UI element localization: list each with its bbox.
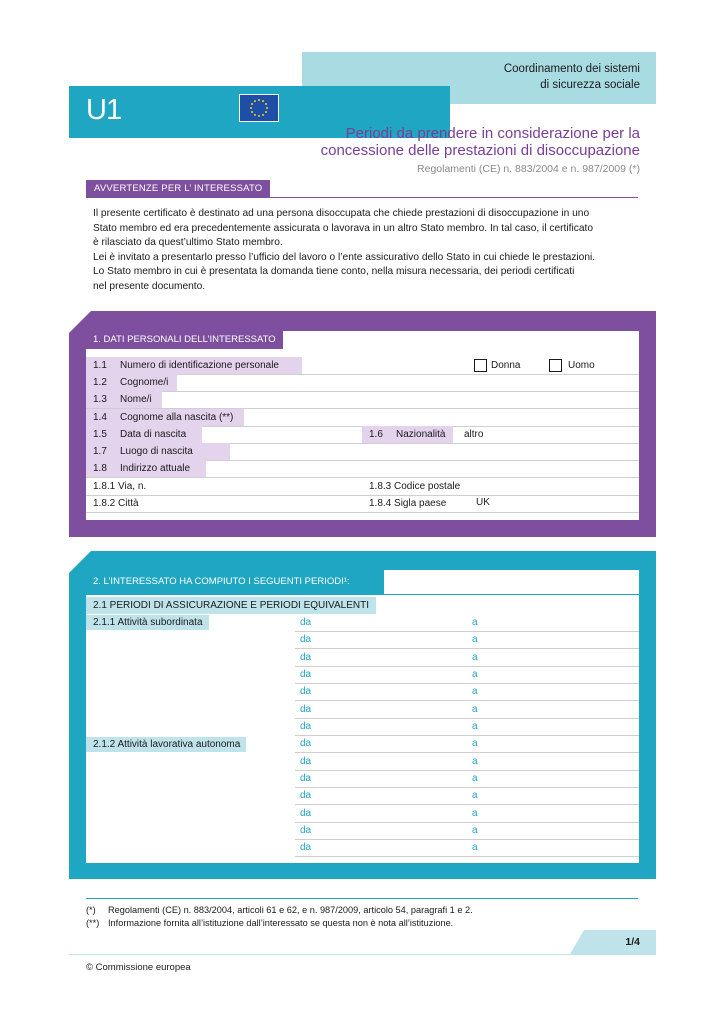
field-surname[interactable] xyxy=(86,374,639,392)
coordination-line-1: Coordinamento dei sistemi xyxy=(503,63,640,75)
field-label-text: Luogo di nascita xyxy=(120,446,193,457)
from-label: da xyxy=(300,825,312,836)
to-label: a xyxy=(472,617,478,628)
section2-divider xyxy=(86,594,639,595)
from-label: da xyxy=(300,617,312,628)
from-label: da xyxy=(300,634,312,645)
field-label-text: Nazionalità xyxy=(396,429,446,440)
period-row[interactable] xyxy=(295,754,639,771)
field-label-text: Nome/i xyxy=(120,394,152,405)
field-label-text: Cognome alla nascita (**) xyxy=(120,412,234,423)
employed-activity-label: 2.1.1 Attività subordinata xyxy=(86,615,209,630)
field-number: 1.7 xyxy=(93,446,107,457)
male-label: Uomo xyxy=(568,360,595,371)
warning-divider xyxy=(86,197,638,198)
to-label: a xyxy=(472,756,478,767)
footnote xyxy=(86,904,473,917)
period-row[interactable] xyxy=(295,806,639,823)
field-number: 1.1 xyxy=(93,360,107,371)
period-row[interactable] xyxy=(295,702,639,719)
street-label: 1.8.1 Via, n. xyxy=(93,481,147,492)
footnote-text: Informazione fornita all’istituzione dall’interessato se questa non è nota all’istituzione. xyxy=(108,918,454,928)
section2-subheading: 2.1 PERIODI DI ASSICURAZIONE E PERIODI EQUIVALENTI xyxy=(86,597,376,614)
footnote-mark: (**) xyxy=(86,918,100,928)
coordination-line-2: di sicurezza sociale xyxy=(540,79,640,91)
field-birth-date[interactable] xyxy=(86,426,639,444)
period-row[interactable] xyxy=(295,615,639,632)
coordination-label xyxy=(504,61,640,93)
period-row[interactable] xyxy=(295,684,639,701)
field-personal-id[interactable] xyxy=(86,357,639,375)
period-row[interactable] xyxy=(295,788,639,805)
copyright: © Commissione europea xyxy=(86,962,191,973)
field-label xyxy=(86,391,162,408)
warning-line: Il presente certificato è destinato ad una persona disoccupata che chiede prestazioni di disoccupazione in uno xyxy=(93,208,590,219)
self-employed-activity-label: 2.1.2 Attività lavorativa autonoma xyxy=(86,737,246,752)
female-label: Donna xyxy=(491,360,521,371)
footnotes xyxy=(86,904,473,930)
warning-line: nel presente documento. xyxy=(93,280,206,292)
footnote-mark: (*) xyxy=(86,905,96,915)
to-label: a xyxy=(472,790,478,801)
page-number: 1/4 xyxy=(625,936,640,948)
field-label-text: Numero di identificazione personale xyxy=(120,360,279,371)
period-row[interactable] xyxy=(295,667,639,684)
period-row[interactable] xyxy=(295,736,639,753)
warning-line: è rilasciato da quest’ultimo Stato membro. xyxy=(93,237,283,249)
warning-line: Stato membro ed era precedentemente assicurata o lavorava in un altro Stato membro. In tal caso, il certificato xyxy=(93,222,594,234)
from-label: da xyxy=(300,790,312,801)
period-row[interactable] xyxy=(295,719,639,736)
field-number: 1.3 xyxy=(93,394,107,405)
field-label xyxy=(86,409,244,426)
copyright-divider xyxy=(69,954,656,955)
field-number: 1.6 xyxy=(369,429,383,440)
to-label: a xyxy=(472,842,478,853)
period-row[interactable] xyxy=(295,650,639,667)
male-checkbox[interactable] xyxy=(549,359,562,372)
title-line-1: Periodi da prendere in considerazione per la xyxy=(345,125,640,142)
country-code-label: 1.8.4 Sigla paese xyxy=(369,498,447,509)
to-label: a xyxy=(472,738,478,749)
eu-flag-icon xyxy=(239,94,279,122)
form-code: U1 xyxy=(86,94,122,126)
country-code-value: UK xyxy=(476,497,490,508)
field-label xyxy=(86,426,202,443)
section1-corner xyxy=(69,311,91,333)
page-number-corner xyxy=(570,930,584,954)
field-number: 1.8 xyxy=(93,463,107,474)
field-label xyxy=(86,443,230,460)
to-label: a xyxy=(472,704,478,715)
nationality-label xyxy=(362,426,453,443)
field-number: 1.2 xyxy=(93,377,107,388)
field-label-text: Cognome/i xyxy=(120,377,169,388)
from-label: da xyxy=(300,756,312,767)
field-city[interactable] xyxy=(86,495,639,513)
field-label-text: Data di nascita xyxy=(120,429,187,440)
to-label: a xyxy=(472,825,478,836)
from-label: da xyxy=(300,721,312,732)
postal-code-label: 1.8.3 Codice postale xyxy=(369,481,461,492)
warning-heading: AVVERTENZE PER L’ INTERESSATO xyxy=(86,180,270,197)
footnote-text: Regolamenti (CE) n. 883/2004, articoli 61 e 62, e n. 987/2009, articolo 54, paragrafi 1 e 2. xyxy=(108,905,473,915)
from-label: da xyxy=(300,738,312,749)
to-label: a xyxy=(472,773,478,784)
period-row[interactable] xyxy=(295,771,639,788)
page-title xyxy=(321,125,640,159)
female-checkbox[interactable] xyxy=(474,359,487,372)
nationality-value: altro xyxy=(464,429,484,440)
from-label: da xyxy=(300,652,312,663)
period-row[interactable] xyxy=(295,823,639,840)
title-line-2: concessione delle prestazioni di disoccupazione xyxy=(320,142,640,159)
footnote xyxy=(86,917,473,930)
field-number: 1.5 xyxy=(93,429,107,440)
from-label: da xyxy=(300,686,312,697)
field-label xyxy=(86,460,206,477)
field-address[interactable] xyxy=(86,460,639,478)
from-label: da xyxy=(300,669,312,680)
field-birth-place[interactable] xyxy=(86,443,639,461)
section1-heading: 1. DATI PERSONALI DELL’INTERESSATO xyxy=(86,331,283,349)
regulation-reference: Regolamenti (CE) n. 883/2004 e n. 987/2009 (*) xyxy=(417,163,640,175)
field-birth-surname[interactable] xyxy=(86,409,639,427)
field-label-text: Indirizzo attuale xyxy=(120,463,191,474)
from-label: da xyxy=(300,808,312,819)
field-label xyxy=(86,357,302,374)
warning-line: Lei è invitato a presentarlo presso l’ufficio del lavoro o l’ente assicurativo dello Stato in cui chiede le prestazioni. xyxy=(93,251,596,263)
field-first-name[interactable] xyxy=(86,391,639,409)
period-row[interactable] xyxy=(295,840,639,857)
warning-text xyxy=(93,207,633,295)
section2-heading: 2. L’INTERESSATO HA COMPIUTO I SEGUENTI PERIODI¹: xyxy=(86,570,384,594)
to-label: a xyxy=(472,686,478,697)
to-label: a xyxy=(472,634,478,645)
field-label xyxy=(86,374,177,391)
to-label: a xyxy=(472,808,478,819)
to-label: a xyxy=(472,652,478,663)
warning-line: Lo Stato membro in cui è presentata la domanda tiene conto, nella misura necessaria, dei periodi certificati xyxy=(93,266,575,278)
city-label: 1.8.2 Città xyxy=(93,498,139,509)
to-label: a xyxy=(472,669,478,680)
from-label: da xyxy=(300,773,312,784)
field-street[interactable] xyxy=(86,478,639,496)
to-label: a xyxy=(472,721,478,732)
from-label: da xyxy=(300,842,312,853)
field-number: 1.4 xyxy=(93,412,107,423)
from-label: da xyxy=(300,704,312,715)
footnote-divider xyxy=(86,898,638,899)
period-row[interactable] xyxy=(295,632,639,649)
